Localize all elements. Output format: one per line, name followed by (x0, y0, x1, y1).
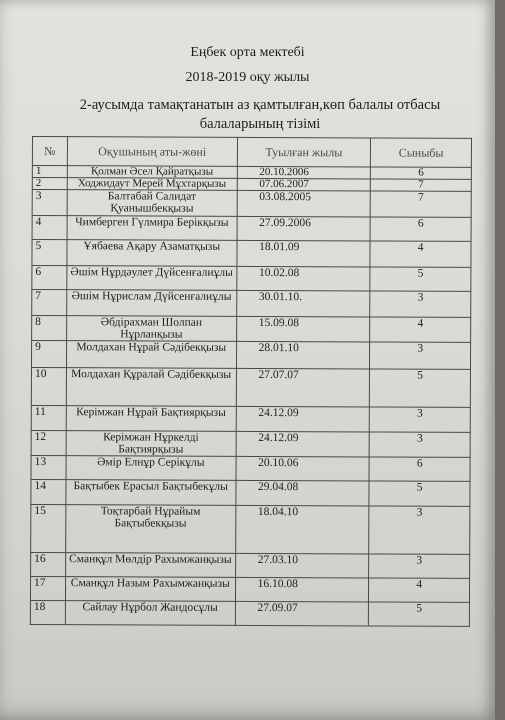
grade: 3 (370, 407, 471, 432)
birth-date: 20.10.06 (236, 456, 370, 481)
student-name: Чимберген Гүлмира Берікқызы (67, 216, 237, 241)
table-row (31, 455, 470, 481)
grade: 6 (370, 217, 471, 241)
row-number: 5 (32, 240, 67, 266)
row-number: 11 (31, 405, 66, 430)
grade: 5 (370, 267, 471, 291)
row-number: 4 (32, 216, 67, 240)
student-name: Әмір Елнұр Серікұлы (66, 456, 236, 481)
grade: 3 (369, 432, 470, 457)
birth-date: 27.09.2006 (237, 216, 371, 241)
grade: 7 (371, 179, 472, 191)
table-row (32, 216, 471, 242)
birth-date: 24.12.09 (236, 406, 370, 432)
grade: 6 (369, 457, 470, 481)
table-row (32, 240, 471, 268)
table-row (31, 341, 470, 370)
table-row (31, 552, 470, 578)
grade: 4 (370, 241, 471, 267)
birth-date: 15.09.08 (236, 316, 370, 342)
document-title: 2-аусымда тамақтанатын аз қамтылған,көп балалы отбасы балаларының тізімі (79, 97, 441, 132)
birth-date: 18.04.10 (235, 505, 369, 554)
table-row (31, 430, 470, 457)
student-name: Балтабай Салидат Қуанышбекқызы (67, 190, 237, 217)
table-row (30, 576, 469, 602)
birth-date: 27.03.10 (235, 553, 369, 578)
birth-date: 10.02.08 (236, 266, 370, 291)
student-name: Әбдірахман Шолпан Нұрланқызы (66, 316, 236, 342)
table-row (31, 367, 470, 407)
student-list-table (30, 136, 472, 627)
row-number: 1 (32, 166, 67, 178)
student-name: Тоқтарбай Нұрайым Бақтыбекқызы (66, 505, 236, 554)
grade: 5 (370, 369, 471, 407)
row-number: 13 (31, 455, 66, 479)
row-number: 10 (31, 367, 66, 405)
birth-date: 30.01.10. (236, 290, 370, 317)
grade: 5 (369, 481, 470, 506)
column-header-grade: Сыныбы (371, 138, 472, 167)
row-number: 15 (31, 504, 66, 552)
table-row (31, 504, 470, 554)
student-name: Сманқұл Мөлдір Рахымжанқызы (65, 553, 235, 578)
row-number: 3 (32, 190, 67, 216)
table-row (32, 266, 471, 292)
row-number: 17 (30, 576, 65, 600)
student-name: Молдахан Құралай Сәдібекқызы (66, 368, 236, 407)
birth-date: 29.04.08 (235, 480, 369, 506)
student-name: Ходжидаут Мерей Мұхтарқызы (67, 178, 237, 191)
student-name: Сманқұл Назым Рахымжанқызы (65, 577, 235, 602)
table-row (31, 405, 470, 432)
student-name: Әшім Нұрислам Дүйсенғалиұлы (67, 290, 237, 317)
birth-date: 20.10.2006 (237, 166, 371, 179)
row-number: 9 (31, 341, 66, 368)
table-row (32, 190, 471, 218)
birth-date: 03.08.2005 (237, 190, 371, 217)
student-name: Ұябаева Ақару Азаматқызы (67, 240, 237, 267)
student-name: Бақтыбек Ерасыл Бақтыбекұлы (66, 480, 236, 506)
birth-date: 28.01.10 (236, 341, 370, 369)
grade: 6 (371, 167, 472, 179)
birth-date: 27.09.07 (235, 601, 369, 626)
table-row (32, 290, 471, 318)
grade: 5 (369, 602, 470, 626)
grade: 3 (370, 291, 471, 317)
column-header-name: Оқушының аты-жөні (67, 137, 237, 167)
birth-date: 16.10.08 (235, 577, 369, 602)
birth-date: 18.01.09 (236, 240, 370, 267)
student-name: Молдахан Нұрай Сәдібекқызы (66, 341, 236, 369)
table-row (30, 600, 469, 626)
row-number: 6 (32, 266, 67, 290)
academic-year: 2018-2019 оқу жылы (185, 70, 310, 85)
student-name: Қолман Әсел Қайратқызы (67, 166, 237, 179)
grade: 3 (369, 554, 470, 578)
table-body (30, 166, 471, 627)
row-number: 2 (32, 178, 67, 190)
column-header-number: № (32, 137, 67, 166)
table-row (32, 316, 471, 343)
column-header-birth-date: Туылған жылы (237, 137, 371, 167)
table-row (31, 479, 470, 506)
row-number: 16 (31, 552, 66, 576)
grade: 3 (369, 506, 470, 554)
birth-date: 07.06.2007 (237, 178, 371, 191)
student-name: Керімжан Нұрай Бақтиярқызы (66, 406, 236, 432)
student-name: Керімжан Нұркелді Бақтиярқызы (66, 431, 236, 457)
student-name: Сайлау Нұрбол Жандосұлы (65, 601, 235, 626)
grade: 4 (369, 578, 470, 602)
row-number: 18 (30, 600, 65, 624)
grade: 7 (370, 191, 471, 217)
birth-date: 24.12.09 (236, 431, 370, 457)
grade: 4 (370, 317, 471, 342)
school-name: Еңбек орта мектебі (190, 45, 305, 60)
student-name: Әшім Нұрдәулет Дүйсенғалиұлы (67, 266, 237, 291)
table-header-row (32, 137, 471, 168)
row-number: 12 (31, 430, 66, 455)
grade: 3 (370, 342, 471, 369)
row-number: 14 (31, 479, 66, 504)
row-number: 7 (32, 290, 67, 316)
row-number: 8 (32, 316, 67, 341)
birth-date: 27.07.07 (236, 368, 370, 407)
